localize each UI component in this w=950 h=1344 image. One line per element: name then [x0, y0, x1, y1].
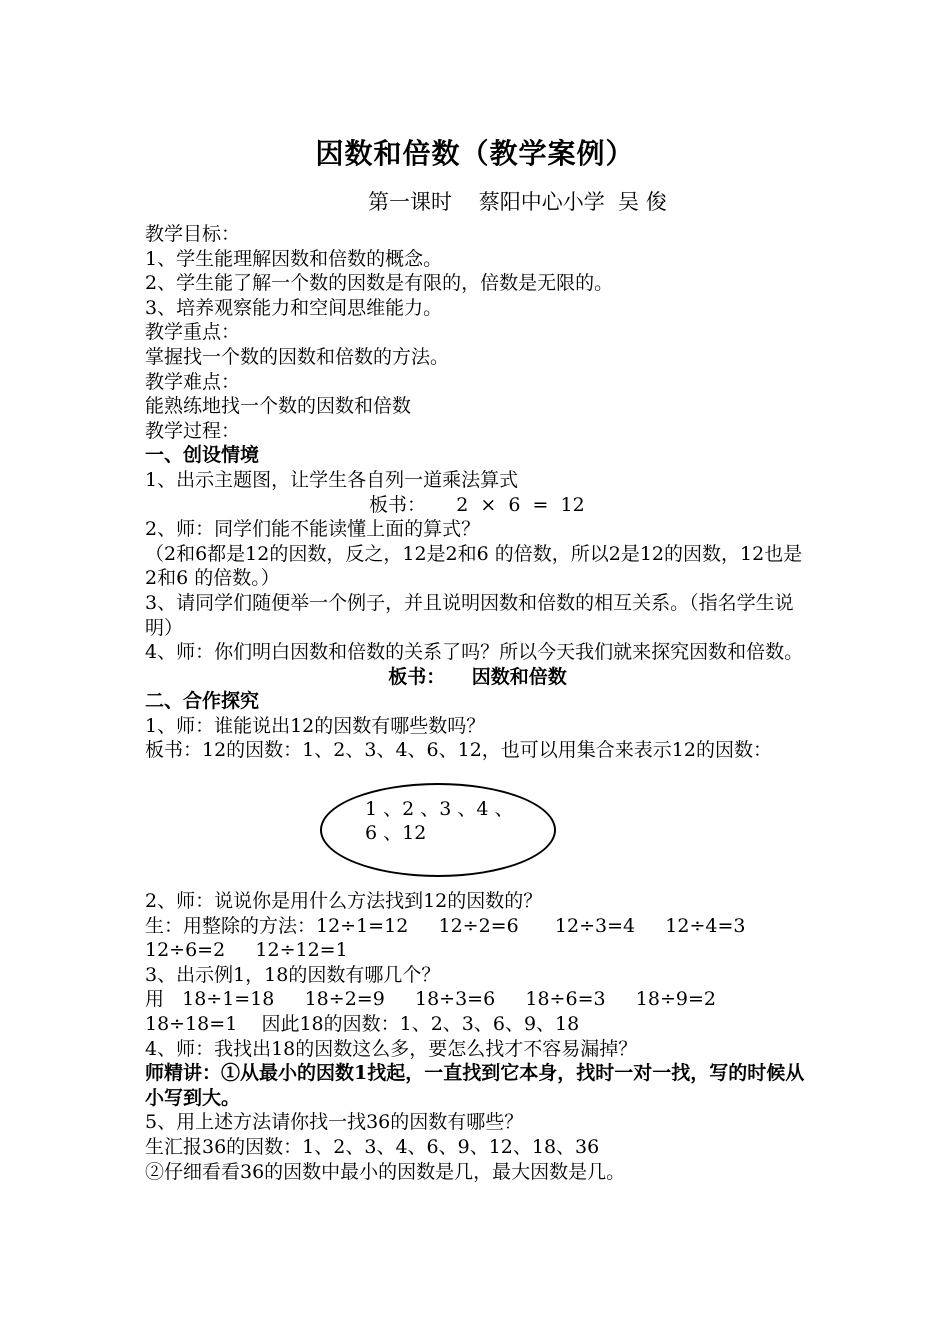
text-line: ②仔细看看36的因数中最小的因数是几，最大因数是几。 [145, 1160, 626, 1183]
section-heading: 教学目标： [145, 223, 241, 245]
text-line: 能熟练地找一个数的因数和倍数 [145, 395, 412, 418]
section-heading: 教学重点： [145, 321, 241, 344]
text-line: 2、师：说说你是用什么方法找到12的因数的？ [145, 890, 543, 913]
text-line: 板书：12的因数：1、2、3、4、6、12，也可以用集合来表示12的因数： [145, 739, 772, 762]
board-equation: 板书： 2 × 6 = 12 [369, 493, 585, 516]
text-paragraph: 4、师：你们明白因数和倍数的关系了吗？所以今天我们就来探究因数和倍数。 [145, 641, 804, 664]
set-members: 1 、2 、3 、4 、6 、12 [365, 798, 514, 845]
document-title: 因数和倍数（教学案例） [315, 137, 635, 170]
section-heading: 教学难点： [145, 370, 241, 393]
text-line: 生汇报36的因数：1、2、3、4、6、9、12、18、36 [145, 1136, 600, 1158]
text-line: 掌握找一个数的因数和倍数的方法。 [145, 345, 450, 368]
text-line: 3、培养观察能力和空间思维能力。 [145, 296, 443, 319]
text-line: 2、学生能了解一个数的因数是有限的，倍数是无限的。 [145, 272, 614, 295]
text-line: 2、师：同学们能不能读懂上面的算式？ [145, 518, 481, 541]
document-subtitle: 第一课时 蔡阳中心小学 吴 俊 [368, 190, 667, 214]
text-line: 5、用上述方法请你找一找36的因数有哪些？ [145, 1111, 524, 1134]
section-heading: 教学过程： [145, 419, 241, 442]
text-line: 4、师：我找出18的因数这么多，要怎么找才不容易漏掉？ [145, 1037, 638, 1060]
text-paragraph: 3、请同学们随便举一个例子，并且说明因数和倍数的相互关系。（指名学生说明） [145, 591, 794, 639]
text-line: 3、出示例1，18的因数有哪几个？ [145, 963, 441, 986]
text-line: 用 18÷1=18 18÷2=9 18÷3=6 18÷6=3 18÷9=2 [145, 988, 716, 1011]
document-body [145, 222, 810, 1184]
text-line: 18÷18=1 因此18的因数：1、2、3、6、9、18 [145, 1013, 580, 1036]
text-line: 1、出示主题图，让学生各自列一道乘法算式 [145, 468, 519, 491]
text-line: 生：用整除的方法：12÷1=12 12÷2=6 12÷3=4 12÷4=3 [145, 914, 746, 937]
part-heading: 二、合作探究 [145, 690, 260, 713]
board-heading: 板书： 因数和倍数 [388, 665, 567, 688]
text-line: 1、学生能理解因数和倍数的概念。 [145, 247, 443, 270]
text-line: 1、师：谁能说出12的因数有哪些数吗？ [145, 714, 486, 737]
text-line: 12÷6=2 12÷12=1 [145, 939, 348, 962]
text-paragraph: （2和6都是12的因数，反之，12是2和6 的倍数，所以2是12的因数，12也是2和6 的倍数。） [145, 542, 803, 590]
set-diagram [145, 763, 810, 889]
teacher-explanation: 师精讲：①从最小的因数1找起，一直找到它本身，找时一对一找，写的时候从小写到大。 [145, 1062, 805, 1109]
part-heading: 一、创设情境 [145, 444, 260, 467]
